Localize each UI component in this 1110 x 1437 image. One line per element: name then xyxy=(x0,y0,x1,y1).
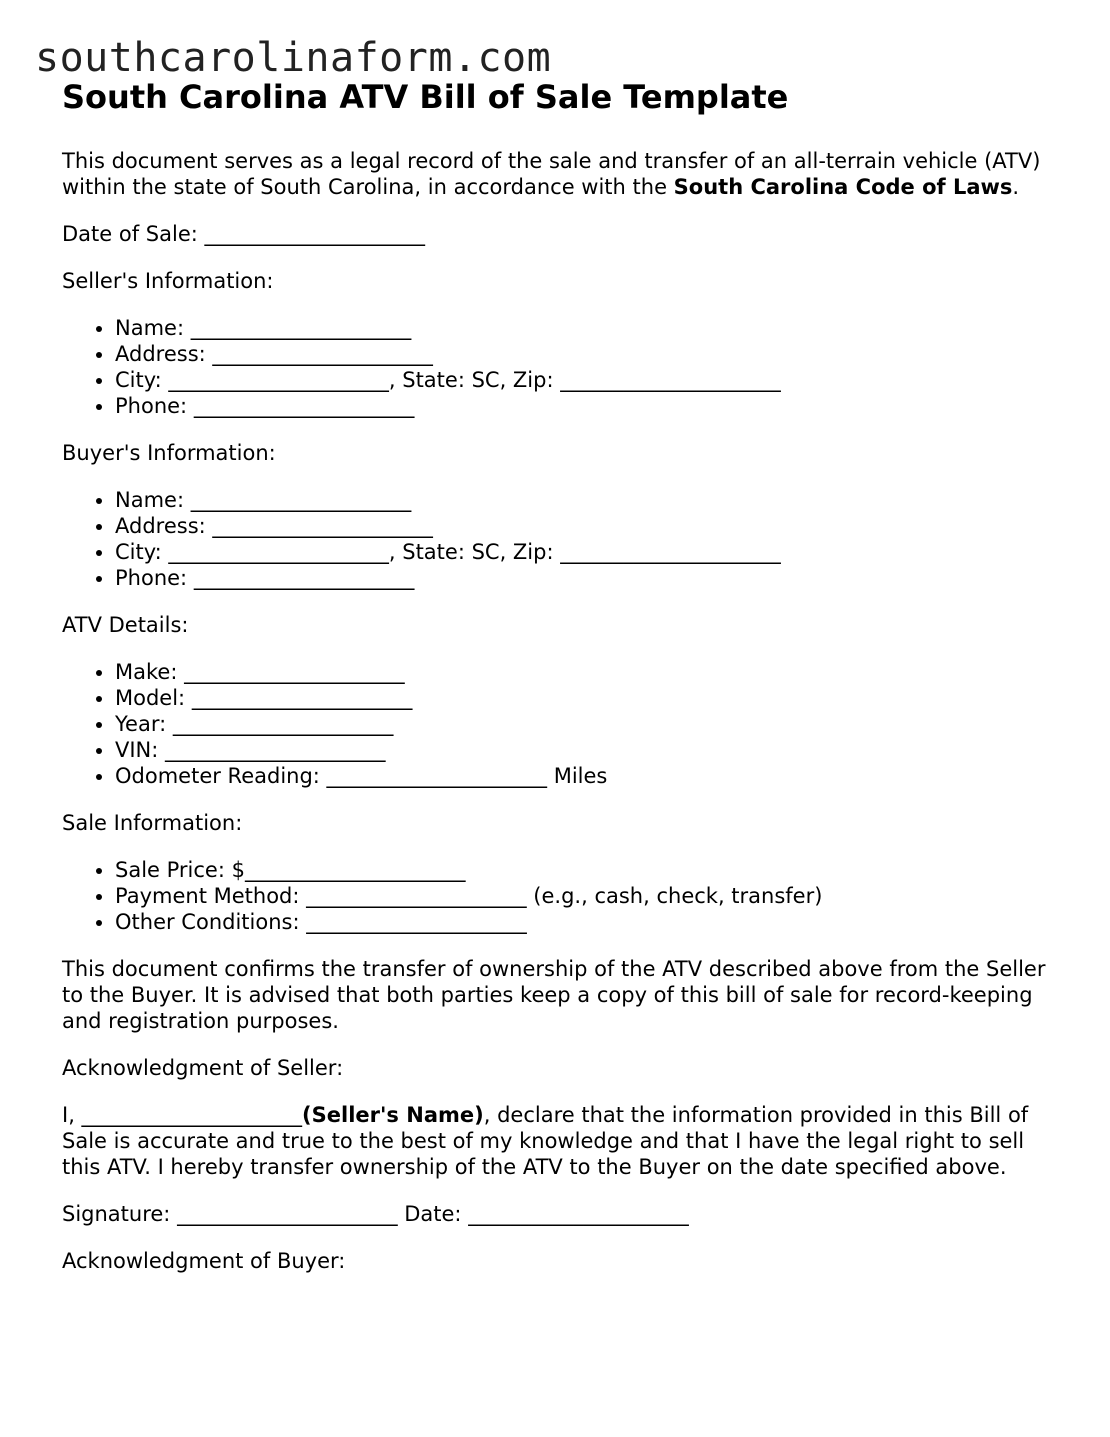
seller-declaration-name-blank[interactable]: _____________________ xyxy=(81,1103,303,1127)
signature-blank[interactable]: _____________________ xyxy=(177,1202,398,1226)
payment-method-blank[interactable]: _____________________ xyxy=(306,884,527,908)
atv-details-list xyxy=(62,659,1052,789)
other-conditions-blank[interactable]: _____________________ xyxy=(306,910,527,934)
list-item: • Phone: _____________________ xyxy=(115,393,1052,419)
document-body xyxy=(62,76,1052,1295)
buyer-info-list xyxy=(62,487,1052,591)
list-item: • Name: _____________________ xyxy=(115,487,1052,513)
seller-zip-blank[interactable]: _____________________ xyxy=(560,368,781,392)
code-of-laws: South Carolina Code of Laws xyxy=(673,175,1013,199)
atv-year-blank[interactable]: _____________________ xyxy=(172,712,394,736)
list-item: • City: _____________________, State: SC, Zip: _____________________ xyxy=(115,539,1052,565)
buyer-phone-blank[interactable]: _____________________ xyxy=(193,566,415,590)
list-item: • Name: _____________________ xyxy=(115,315,1052,341)
seller-ack-heading: Acknowledgment of Seller: xyxy=(62,1056,344,1080)
list-item: • Phone: _____________________ xyxy=(115,565,1052,591)
list-item: • Other Conditions: _____________________ xyxy=(115,909,1052,935)
sale-heading: Sale Information: xyxy=(62,811,243,835)
seller-address-blank[interactable]: _____________________ xyxy=(212,342,433,366)
seller-phone-blank[interactable]: _____________________ xyxy=(193,394,415,418)
list-item: • City: _____________________, State: SC, Zip: _____________________ xyxy=(115,367,1052,393)
signature-line: Signature: _____________________ Date: _____________________ xyxy=(62,1202,689,1226)
atv-model-blank[interactable]: _____________________ xyxy=(191,686,413,710)
list-item: • Payment Method: _____________________ (e.g., cash, check, transfer) xyxy=(115,883,1052,909)
date-of-sale-line: Date of Sale: _____________________ xyxy=(62,222,425,246)
seller-info-list xyxy=(62,315,1052,419)
buyer-city-blank[interactable]: _____________________ xyxy=(168,540,389,564)
sale-info-list xyxy=(62,857,1052,935)
page-title: South Carolina ATV Bill of Sale Template xyxy=(62,78,789,116)
intro-paragraph: This document serves as a legal record of the sale and transfer of an all-terrain vehicle (ATV) within the state of South Carolina, in accordance with the South Carolina Code of Laws. xyxy=(62,149,1041,199)
seller-heading: Seller's Information: xyxy=(62,269,274,293)
list-item: • Address: _____________________ xyxy=(115,341,1052,367)
list-item: • Sale Price: $_____________________ xyxy=(115,857,1052,883)
buyer-heading: Buyer's Information: xyxy=(62,441,276,465)
seller-declaration: I, _____________________(Seller's Name), declare that the information provided in this Bill of Sale is accurate and true to the best of my knowledge and that I have the legal right to sell this ATV. I hereby transfer ownership of the ATV to the Buyer on the date specified above. xyxy=(62,1103,1029,1179)
buyer-name-blank[interactable]: _____________________ xyxy=(190,488,412,512)
list-item: • Odometer Reading: _____________________ Miles xyxy=(115,763,1052,789)
list-item: • Year: _____________________ xyxy=(115,711,1052,737)
atv-odometer-blank[interactable]: _____________________ xyxy=(326,764,548,788)
list-item: • VIN: _____________________ xyxy=(115,737,1052,763)
site-watermark: southcarolinaform.com xyxy=(35,35,552,81)
buyer-address-blank[interactable]: _____________________ xyxy=(212,514,433,538)
seller-name-label: (Seller's Name) xyxy=(302,1103,484,1127)
atv-heading: ATV Details: xyxy=(62,613,189,637)
list-item: • Model: _____________________ xyxy=(115,685,1052,711)
list-item: • Make: _____________________ xyxy=(115,659,1052,685)
buyer-zip-blank[interactable]: _____________________ xyxy=(560,540,781,564)
seller-name-blank[interactable]: _____________________ xyxy=(190,316,412,340)
sale-price-blank[interactable]: _____________________ xyxy=(244,858,466,882)
atv-make-blank[interactable]: _____________________ xyxy=(184,660,405,684)
confirmation-paragraph: This document confirms the transfer of ownership of the ATV described above from the Seller to the Buyer. It is advised that both parties keep a copy of this bill of sale for record-keeping and registration purposes. xyxy=(62,957,1046,1033)
list-item: • Address: _____________________ xyxy=(115,513,1052,539)
seller-city-blank[interactable]: _____________________ xyxy=(168,368,389,392)
signature-date-blank[interactable]: _____________________ xyxy=(468,1202,689,1226)
buyer-ack-heading: Acknowledgment of Buyer: xyxy=(62,1249,346,1273)
atv-vin-blank[interactable]: _____________________ xyxy=(165,738,386,762)
date-of-sale-blank[interactable]: _____________________ xyxy=(204,222,425,246)
